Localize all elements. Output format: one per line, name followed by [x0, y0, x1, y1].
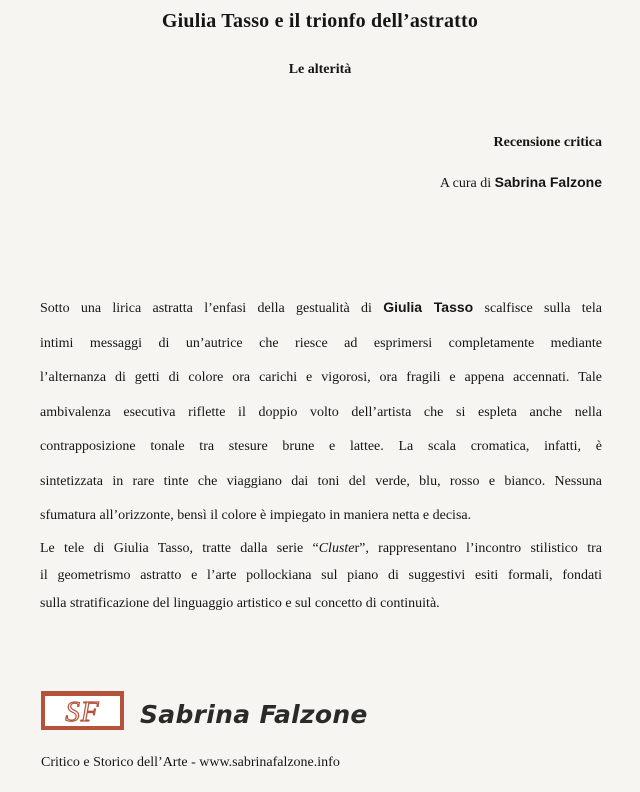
paragraph-1: [40, 290, 602, 534]
body-line: intimi messaggi di un’autrice che riesce ad esprimersi completamente mediante: [40, 335, 602, 351]
body-line: l’alternanza di getti di colore ora carichi e vigorosi, ora fragili e appena accennati. Tale: [40, 370, 602, 385]
curator-prefix: A cura di: [439, 176, 495, 191]
review-label: Recensione critica: [493, 135, 602, 150]
text-run: Sotto una lirica astratta l’enfasi della gestualità di: [40, 301, 384, 316]
review-body: [40, 290, 602, 617]
sf-logo: [41, 691, 124, 730]
footer-text: Critico e Storico dell’Arte - www.sabrinafalzone.info: [41, 755, 340, 770]
body-line: sfumatura all’orizzonte, bensì il colore è impiegato in maniera netta e decisa.: [40, 508, 472, 523]
signature-name: Sabrina Falzone: [140, 700, 368, 729]
body-line: sintetizzata in rare tinte che viaggiano dai toni del verde, blu, rosso e bianco. Nessuna: [40, 473, 602, 489]
body-line: contrapposizione tonale tra stesure brune e lattee. La scala cromatica, infatti, è: [40, 439, 602, 454]
text-run: Le tele di Giulia Tasso, tratte dalla serie “: [40, 540, 319, 556]
document-subtitle: Le alterità: [288, 62, 352, 77]
document-title: Giulia Tasso e il trionfo dell’astratto: [161, 10, 479, 32]
curator-name: Sabrina Falzone: [494, 174, 602, 190]
paragraph-2: [40, 535, 602, 618]
body-line: ambivalenza esecutiva riflette il doppio volto dell’artista che si espleta anche nella: [40, 404, 602, 420]
series-title: Cluste: [318, 540, 355, 556]
text-run: scalfisce sulla tela: [473, 301, 602, 316]
curator-line: [440, 174, 602, 192]
svg-text:SF: SF: [65, 696, 100, 728]
body-line: sulla stratificazione del linguaggio artistico e sul concetto di continuità.: [40, 595, 440, 611]
text-run: r”, rappresentano l’incontro stilistico tra: [354, 540, 602, 556]
artist-name: Giulia Tasso: [383, 299, 474, 315]
body-line: [40, 290, 602, 327]
body-line: [40, 535, 602, 563]
body-line: il geometrismo astratto e l’arte pollockiana sul piano di suggestivi esiti formali, fondati: [40, 568, 602, 583]
